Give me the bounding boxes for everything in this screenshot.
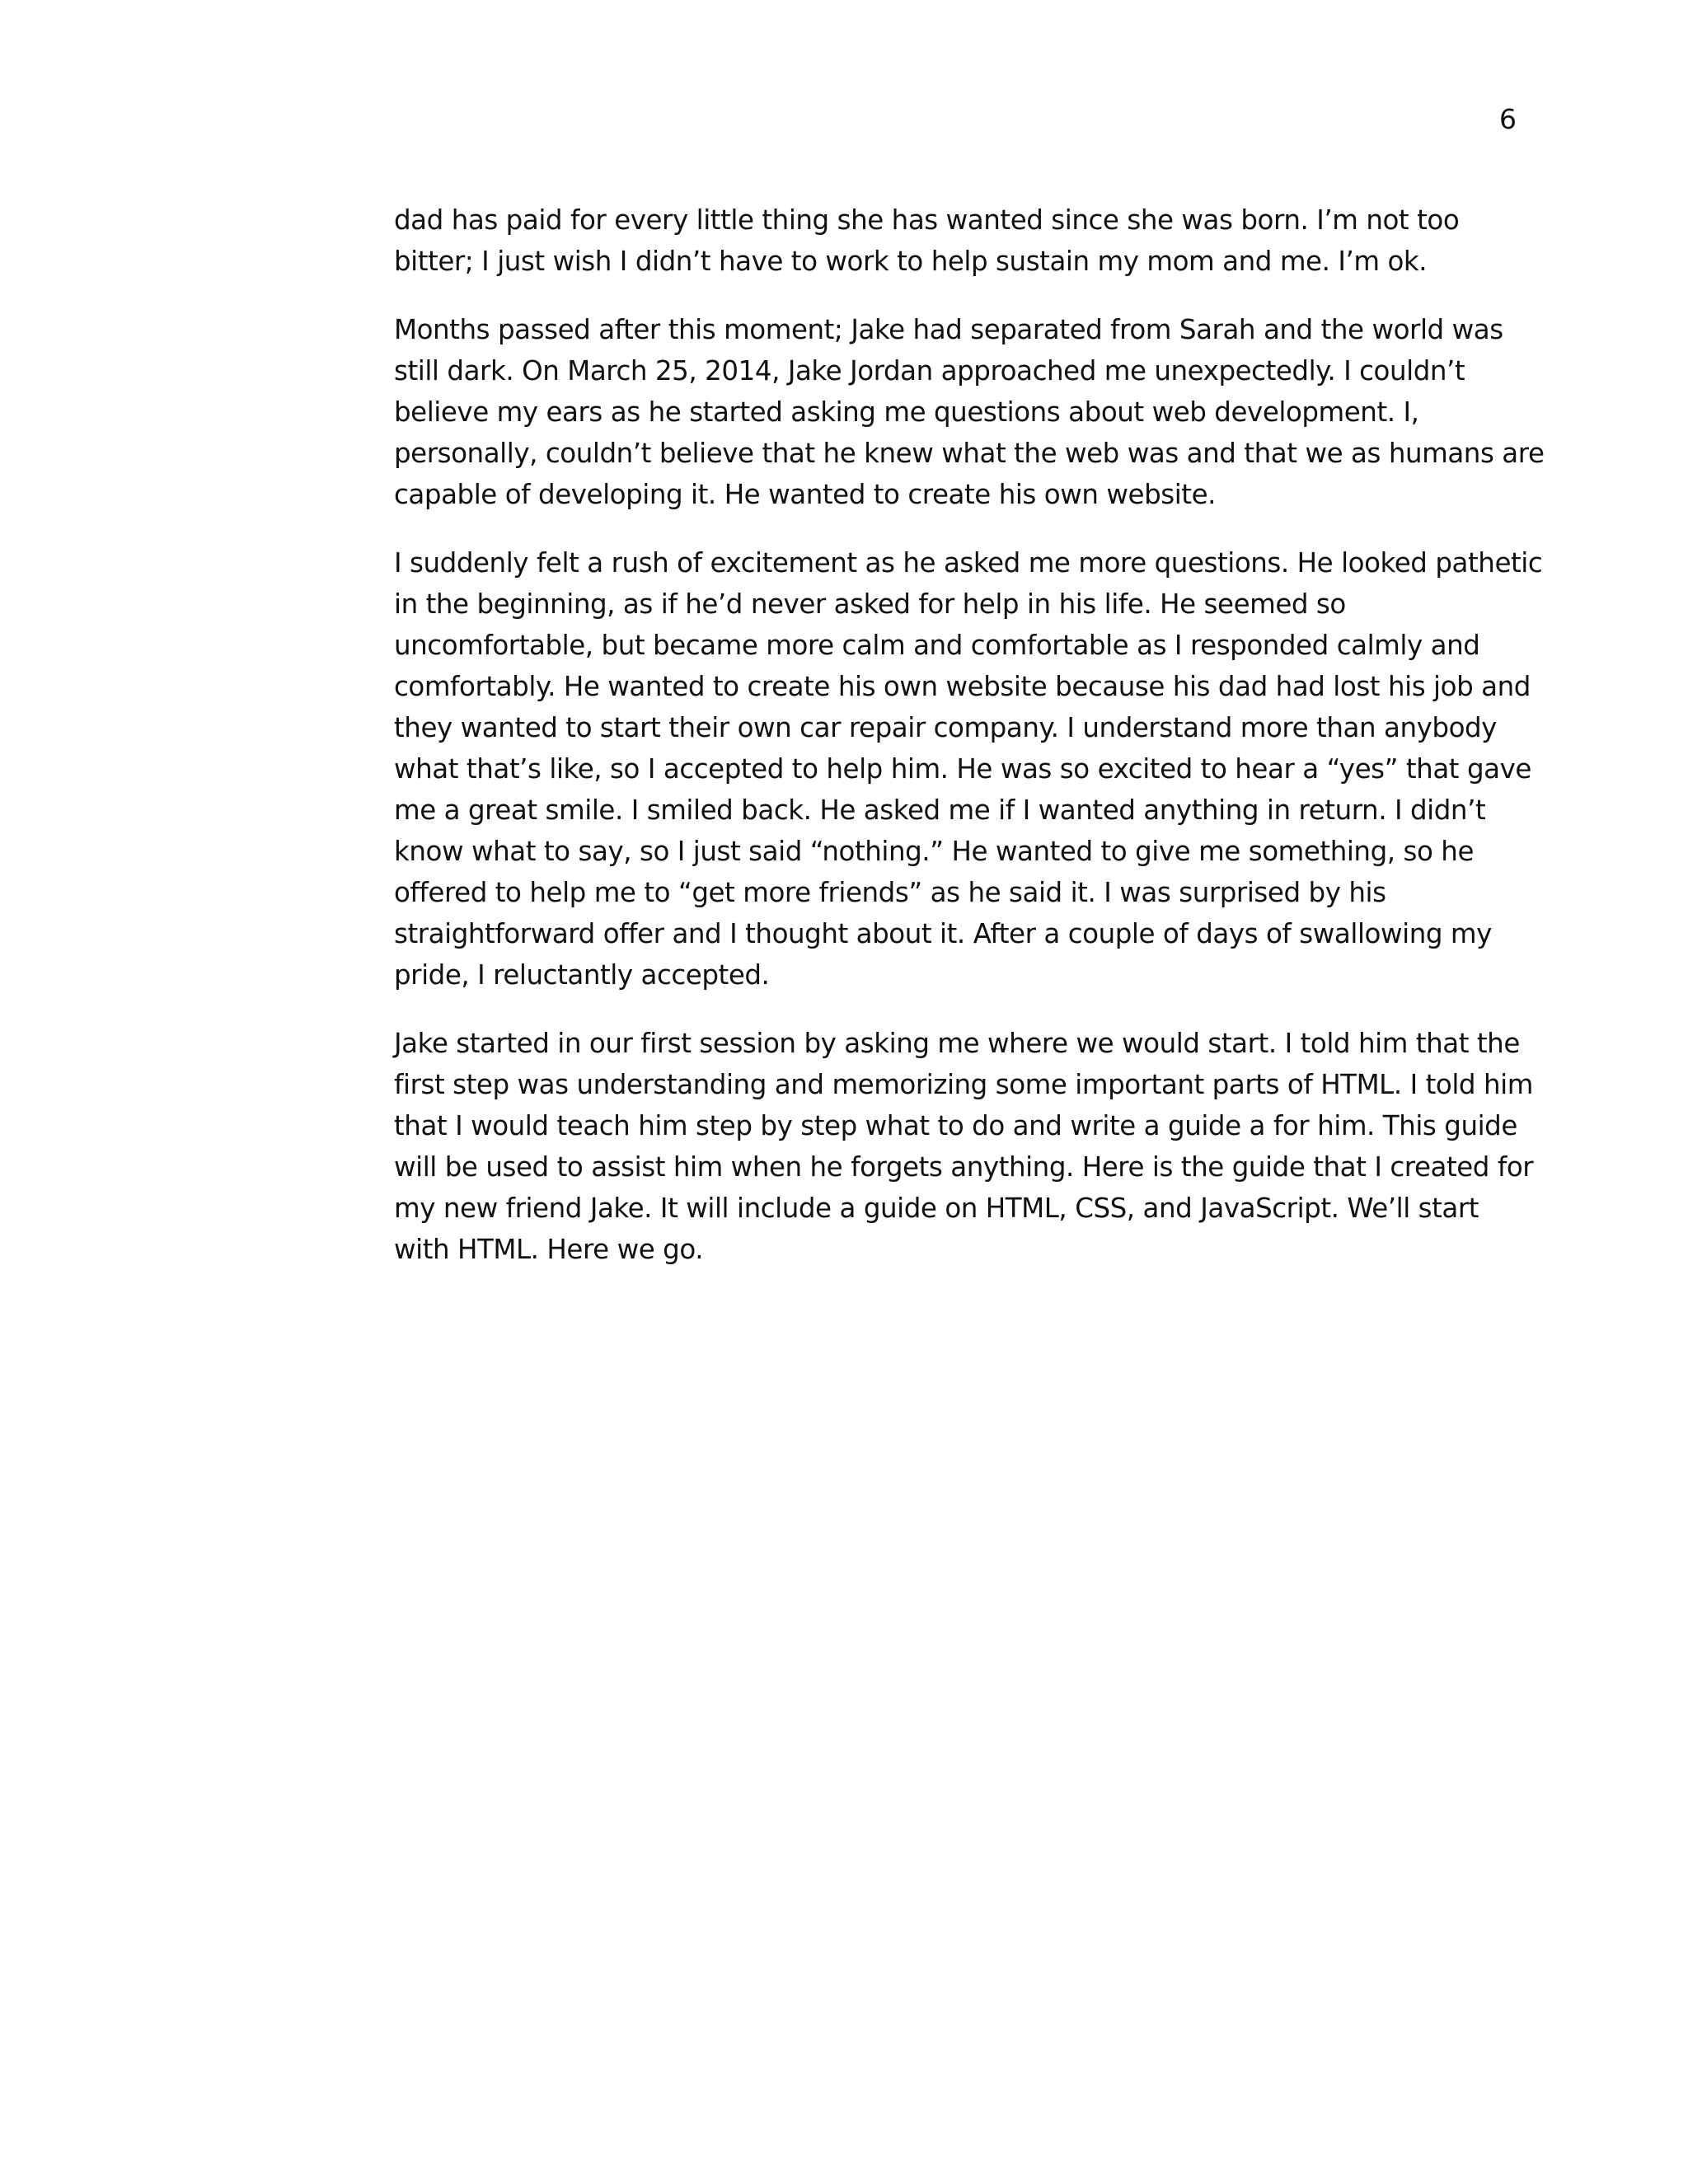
text-line: that I would teach him step by step what to do and write a guide a for him. This guide <box>394 1110 1517 1141</box>
text-line: with HTML. Here we go. <box>394 1234 704 1265</box>
text-line: know what to say, so I just said “nothing.” He wanted to give me something, so he <box>394 836 1474 867</box>
text-line: Months passed after this moment; Jake had separated from Sarah and the world was <box>394 314 1503 345</box>
text-line: my new friend Jake. It will include a guide on HTML, CSS, and JavaScript. We’ll start <box>394 1193 1479 1224</box>
text-line: capable of developing it. He wanted to create his own website. <box>394 479 1217 510</box>
page-number: 6 <box>1499 103 1517 135</box>
text-line: offered to help me to “get more friends” as he said it. I was surprised by his <box>394 877 1386 908</box>
text-line: comfortably. He wanted to create his own website because his dad had lost his job and <box>394 671 1531 702</box>
text-line: they wanted to start their own car repair company. I understand more than anybody <box>394 712 1497 743</box>
text-line: in the beginning, as if he’d never asked for help in his life. He seemed so <box>394 588 1346 620</box>
text-line: dad has paid for every little thing she has wanted since she was born. I’m not too <box>394 204 1460 236</box>
text-line: believe my ears as he started asking me questions about web development. I, <box>394 396 1419 428</box>
text-line: pride, I reluctantly accepted. <box>394 959 770 991</box>
text-line: straightforward offer and I thought about it. After a couple of days of swallowing my <box>394 918 1492 949</box>
text-line: Jake started in our first session by asking me where we would start. I told him that the <box>394 1028 1520 1059</box>
text-line: uncomfortable, but became more calm and comfortable as I responded calmly and <box>394 630 1480 661</box>
text-line: will be used to assist him when he forgets anything. Here is the guide that I created for <box>394 1151 1534 1183</box>
body-text <box>394 199 1545 1297</box>
text-line: me a great smile. I smiled back. He asked me if I wanted anything in return. I didn’t <box>394 794 1486 826</box>
paragraph-1 <box>394 199 1490 282</box>
paragraph-4 <box>394 1023 1534 1270</box>
paragraph-2 <box>394 309 1545 515</box>
text-line: still dark. On March 25, 2014, Jake Jordan approached me unexpectedly. I couldn’t <box>394 355 1465 387</box>
text-line: first step was understanding and memorizing some important parts of HTML. I told him <box>394 1069 1533 1100</box>
text-line: what that’s like, so I accepted to help him. He was so excited to hear a “yes” that gave <box>394 753 1531 785</box>
paragraph-3 <box>394 542 1543 996</box>
text-line: bitter; I just wish I didn’t have to work to help sustain my mom and me. I’m ok. <box>394 246 1428 277</box>
text-line: I suddenly felt a rush of excitement as he asked me more questions. He looked pathetic <box>394 547 1543 579</box>
text-line: personally, couldn’t believe that he knew what the web was and that we as humans are <box>394 438 1545 469</box>
